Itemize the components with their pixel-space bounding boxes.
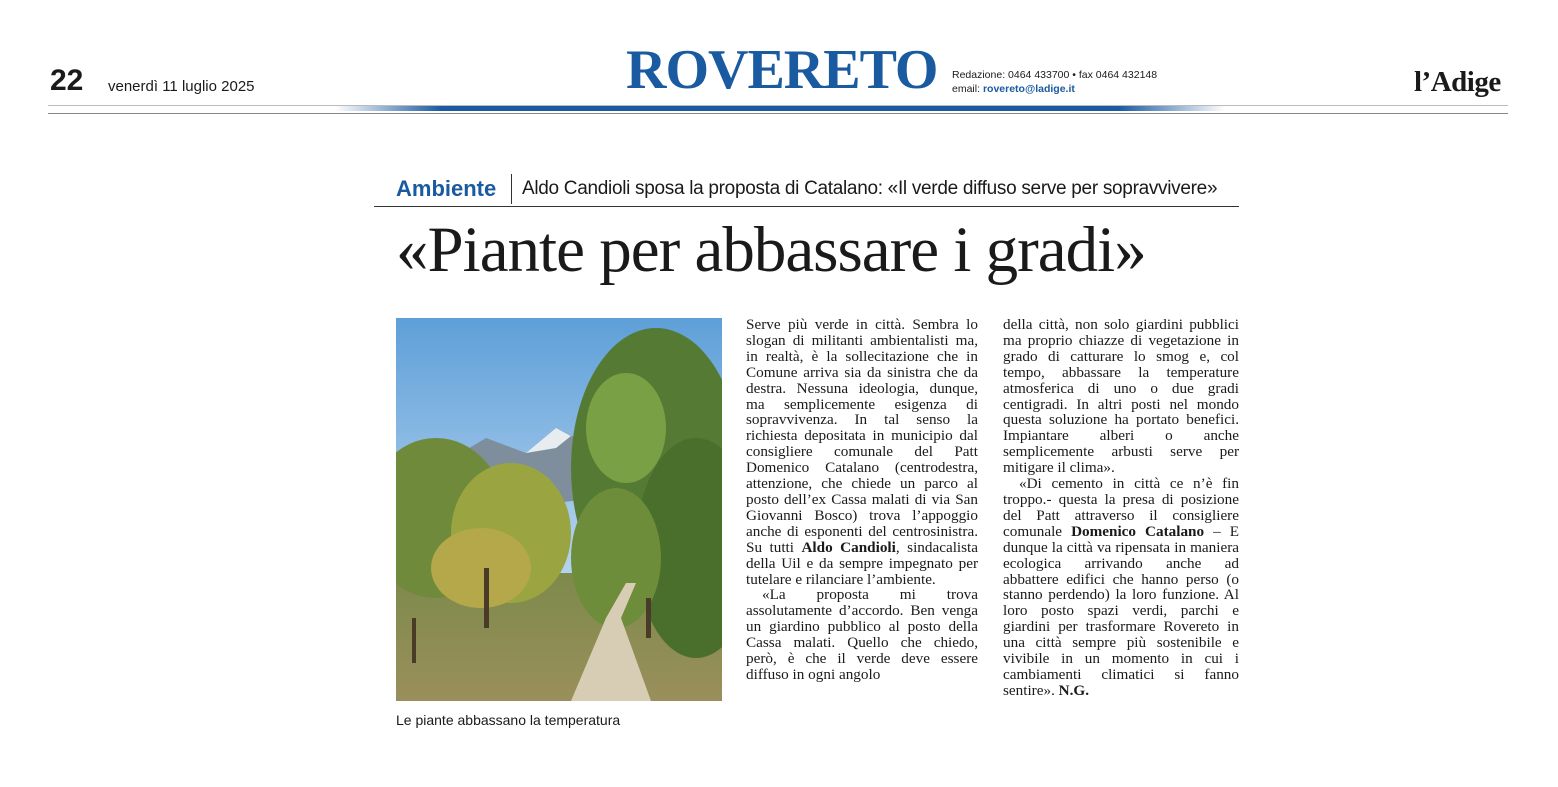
- page-number: 22: [50, 64, 84, 97]
- contacts-phone-fax: Redazione: 0464 433700 • fax 0464 432148: [952, 69, 1158, 81]
- author-signature: N.G.: [1058, 681, 1090, 699]
- paragraph: «La proposta mi trova assolutamente d’accordo. Ben venga un giardino pubblico al posto della Cassa malati. Quello che chiedo, però, è che il verde deve essere diffuso in ogni angolo: [746, 586, 978, 683]
- paragraph-text: – E dunque la città va ripensata in maniera ecologica arrivando anche ad abbattere edifici che hanno perso (o stanno perdendo) la loro funzione. Al loro posto spazi verdi, parchi e giardini per trasformare Rovereto in una città sempre più sostenibile e vivibile in un momento in cui i cambiamenti climatici si fanno sentire».: [1003, 522, 1240, 699]
- paragraph-text: «Di cemento in città ce n’è fin troppo.- questa la presa di posizione del Patt attraverso il consigliere comunale: [1003, 475, 1239, 540]
- paragraph-text: , sindacalista della Uil e da sempre impegnato per tutelare e rilanciare l’ambiente.: [746, 538, 979, 588]
- kicker-separator: [511, 174, 512, 204]
- photo-caption: Le piante abbassano la temperatura: [396, 712, 621, 728]
- masthead-divider: [48, 113, 1508, 114]
- article-kicker: Aldo Candioli sposa la proposta di Catalano: «Il verde diffuso serve per sopravvivere»: [522, 178, 1218, 199]
- article-headline: «Piante per abbassare i gradi»: [396, 214, 1146, 286]
- article-category: Ambiente: [396, 176, 497, 201]
- person-name: Domenico Catalano: [1071, 522, 1205, 540]
- contacts-email-line: [952, 82, 1157, 96]
- newsroom-contacts: [952, 68, 1157, 96]
- masthead-accent-bar: [335, 106, 1225, 111]
- paragraph: della città, non solo giardini pubblici ma proprio chiazze di vegetazione in grado di catturare lo smog e, col tempo, abbassare la temperature atmosferica di uno o due gradi centigradi. In altri posti nel mondo questa soluzione ha portato benefici. Impiantare alberi o anche semplicemente arbusti serve per mitigare il clima».: [1003, 316, 1239, 477]
- paragraph: [746, 317, 978, 587]
- newspaper-logo: l’Adige: [1414, 66, 1501, 98]
- contacts-email[interactable]: rovereto@ladige.it: [982, 83, 1075, 95]
- article-column-1: [746, 317, 978, 683]
- article-photo: [396, 318, 722, 701]
- person-name: Aldo Candioli: [801, 538, 896, 556]
- kicker-underline: [374, 206, 1239, 207]
- section-title: ROVERETO: [626, 39, 938, 101]
- paragraph: [1003, 476, 1239, 699]
- paragraph-text: Serve più verde in città. Sembra lo slogan di militanti ambientalisti ma, in realtà, è la sollecitazione che in Comune arriva sia da sinistra che da destra. Nessuna ideologia, dunque, ma semplicemente esigenza di sopravvivenza. In tal senso la richiesta depositata in municipio dal consigliere comunale del Patt Domenico Catalano (centrodestra, attenzione, che chiede un parco al posto dell’ex Cassa malati di via San Giovanni Bosco) trova l’appoggio anche di esponenti del centrosinistra. Su tutti: [746, 316, 978, 556]
- issue-date: venerdì 11 luglio 2025: [108, 78, 255, 95]
- contacts-email-label: email:: [952, 83, 983, 95]
- article-column-2: [1003, 317, 1239, 699]
